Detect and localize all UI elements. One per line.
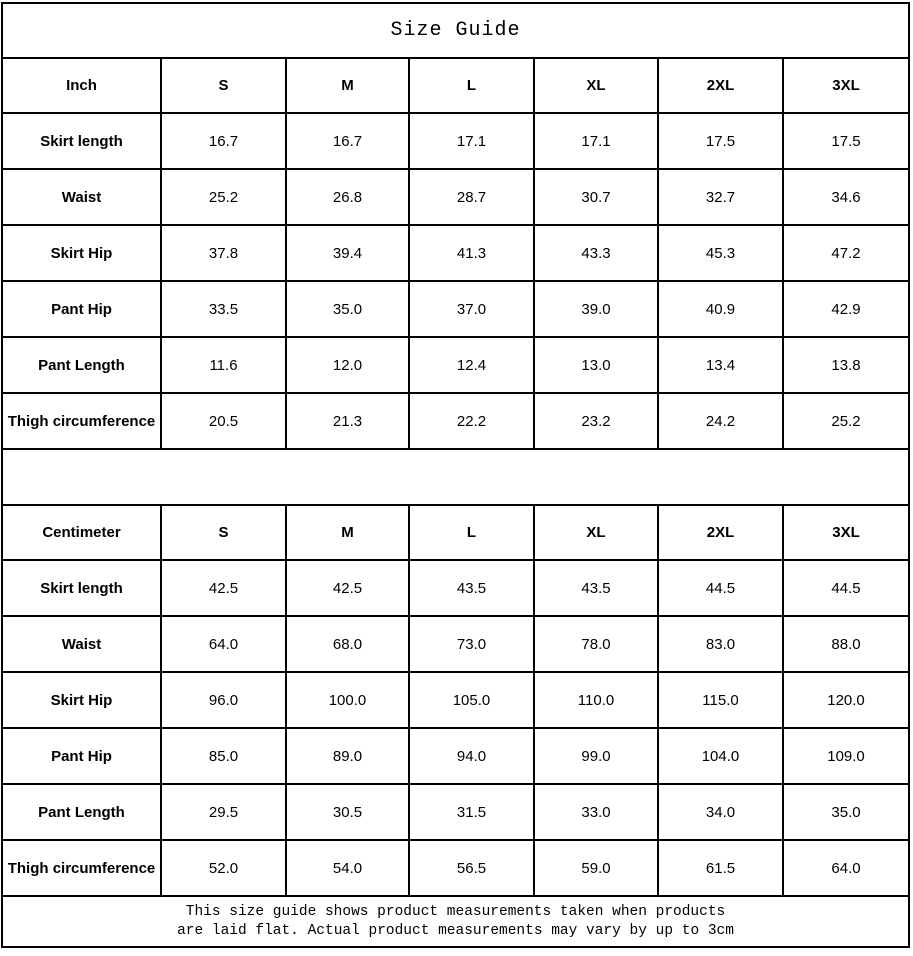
measurement-cell: 39.0 xyxy=(534,281,658,337)
row-label-skirt-length: Skirt length xyxy=(2,560,161,616)
measurement-cell: 43.5 xyxy=(534,560,658,616)
table-row xyxy=(2,840,909,896)
measurement-cell: 64.0 xyxy=(783,840,909,896)
measurement-cell: 30.7 xyxy=(534,169,658,225)
measurement-cell: 41.3 xyxy=(409,225,534,281)
measurement-cell: 89.0 xyxy=(286,728,409,784)
measurement-cell: 25.2 xyxy=(161,169,286,225)
measurement-cell: 59.0 xyxy=(534,840,658,896)
row-label-pant-length: Pant Length xyxy=(2,784,161,840)
size-column-header-l: L xyxy=(409,505,534,560)
title-row xyxy=(2,3,909,58)
table-row xyxy=(2,337,909,393)
measurement-cell: 29.5 xyxy=(161,784,286,840)
table-spacer xyxy=(2,449,909,505)
measurement-cell: 42.5 xyxy=(286,560,409,616)
measurement-cell: 30.5 xyxy=(286,784,409,840)
measurement-cell: 37.8 xyxy=(161,225,286,281)
size-column-header-xl: XL xyxy=(534,505,658,560)
measurement-cell: 13.8 xyxy=(783,337,909,393)
measurement-cell: 78.0 xyxy=(534,616,658,672)
measurement-cell: 23.2 xyxy=(534,393,658,449)
measurement-cell: 104.0 xyxy=(658,728,783,784)
measurement-cell: 25.2 xyxy=(783,393,909,449)
spacer-row xyxy=(2,449,909,505)
size-column-header-3xl: 3XL xyxy=(783,505,909,560)
measurement-cell: 96.0 xyxy=(161,672,286,728)
measurement-cell: 39.4 xyxy=(286,225,409,281)
measurement-cell: 13.4 xyxy=(658,337,783,393)
measurement-cell: 115.0 xyxy=(658,672,783,728)
measurement-cell: 33.5 xyxy=(161,281,286,337)
measurement-cell: 68.0 xyxy=(286,616,409,672)
size-column-header-s: S xyxy=(161,58,286,113)
table-row xyxy=(2,225,909,281)
measurement-cell: 99.0 xyxy=(534,728,658,784)
measurement-cell: 21.3 xyxy=(286,393,409,449)
row-label-thigh-circumference: Thigh circumference xyxy=(2,840,161,896)
table-row xyxy=(2,113,909,169)
measurement-cell: 105.0 xyxy=(409,672,534,728)
measurement-cell: 12.0 xyxy=(286,337,409,393)
measurement-cell: 17.1 xyxy=(409,113,534,169)
measurement-cell: 13.0 xyxy=(534,337,658,393)
row-label-pant-hip: Pant Hip xyxy=(2,728,161,784)
measurement-cell: 17.1 xyxy=(534,113,658,169)
size-column-header-3xl: 3XL xyxy=(783,58,909,113)
measurement-cell: 16.7 xyxy=(286,113,409,169)
measurement-cell: 12.4 xyxy=(409,337,534,393)
measurement-cell: 47.2 xyxy=(783,225,909,281)
table-row xyxy=(2,169,909,225)
centimeter-header-row xyxy=(2,505,909,560)
measurement-cell: 109.0 xyxy=(783,728,909,784)
size-column-header-2xl: 2XL xyxy=(658,505,783,560)
measurement-cell: 17.5 xyxy=(658,113,783,169)
disclaimer-line-2: are laid flat. Actual product measurements may vary by up to 3cm xyxy=(177,922,734,939)
footer-row xyxy=(2,896,909,947)
measurement-cell: 35.0 xyxy=(783,784,909,840)
measurement-cell: 40.9 xyxy=(658,281,783,337)
row-label-waist: Waist xyxy=(2,616,161,672)
row-label-pant-hip: Pant Hip xyxy=(2,281,161,337)
row-label-skirt-length: Skirt length xyxy=(2,113,161,169)
disclaimer-note xyxy=(2,896,909,947)
measurement-cell: 37.0 xyxy=(409,281,534,337)
measurement-cell: 64.0 xyxy=(161,616,286,672)
table-row xyxy=(2,281,909,337)
measurement-cell: 11.6 xyxy=(161,337,286,393)
measurement-cell: 20.5 xyxy=(161,393,286,449)
measurement-cell: 16.7 xyxy=(161,113,286,169)
row-label-waist: Waist xyxy=(2,169,161,225)
measurement-cell: 44.5 xyxy=(658,560,783,616)
measurement-cell: 42.9 xyxy=(783,281,909,337)
row-label-skirt-hip: Skirt Hip xyxy=(2,672,161,728)
measurement-cell: 33.0 xyxy=(534,784,658,840)
measurement-cell: 22.2 xyxy=(409,393,534,449)
measurement-cell: 45.3 xyxy=(658,225,783,281)
size-column-header-s: S xyxy=(161,505,286,560)
unit-header-centimeter: Centimeter xyxy=(2,505,161,560)
measurement-cell: 34.6 xyxy=(783,169,909,225)
measurement-cell: 88.0 xyxy=(783,616,909,672)
size-column-header-m: M xyxy=(286,58,409,113)
row-label-pant-length: Pant Length xyxy=(2,337,161,393)
table-row xyxy=(2,672,909,728)
measurement-cell: 52.0 xyxy=(161,840,286,896)
measurement-cell: 110.0 xyxy=(534,672,658,728)
inch-header-row xyxy=(2,58,909,113)
disclaimer-line-1: This size guide shows product measurements taken when products xyxy=(185,903,726,920)
measurement-cell: 56.5 xyxy=(409,840,534,896)
measurement-cell: 120.0 xyxy=(783,672,909,728)
measurement-cell: 73.0 xyxy=(409,616,534,672)
measurement-cell: 28.7 xyxy=(409,169,534,225)
size-column-header-l: L xyxy=(409,58,534,113)
measurement-cell: 94.0 xyxy=(409,728,534,784)
measurement-cell: 43.3 xyxy=(534,225,658,281)
measurement-cell: 34.0 xyxy=(658,784,783,840)
measurement-cell: 42.5 xyxy=(161,560,286,616)
measurement-cell: 44.5 xyxy=(783,560,909,616)
page-title: Size Guide xyxy=(2,3,909,58)
measurement-cell: 54.0 xyxy=(286,840,409,896)
row-label-skirt-hip: Skirt Hip xyxy=(2,225,161,281)
row-label-thigh-circumference: Thigh circumference xyxy=(2,393,161,449)
table-row xyxy=(2,560,909,616)
size-column-header-xl: XL xyxy=(534,58,658,113)
measurement-cell: 31.5 xyxy=(409,784,534,840)
measurement-cell: 17.5 xyxy=(783,113,909,169)
measurement-cell: 100.0 xyxy=(286,672,409,728)
table-row xyxy=(2,393,909,449)
measurement-cell: 83.0 xyxy=(658,616,783,672)
unit-header-inch: Inch xyxy=(2,58,161,113)
measurement-cell: 61.5 xyxy=(658,840,783,896)
size-guide-table xyxy=(1,2,910,948)
measurement-cell: 24.2 xyxy=(658,393,783,449)
table-row xyxy=(2,728,909,784)
size-column-header-2xl: 2XL xyxy=(658,58,783,113)
table-row xyxy=(2,784,909,840)
measurement-cell: 43.5 xyxy=(409,560,534,616)
size-column-header-m: M xyxy=(286,505,409,560)
table-row xyxy=(2,616,909,672)
measurement-cell: 26.8 xyxy=(286,169,409,225)
measurement-cell: 85.0 xyxy=(161,728,286,784)
measurement-cell: 35.0 xyxy=(286,281,409,337)
measurement-cell: 32.7 xyxy=(658,169,783,225)
